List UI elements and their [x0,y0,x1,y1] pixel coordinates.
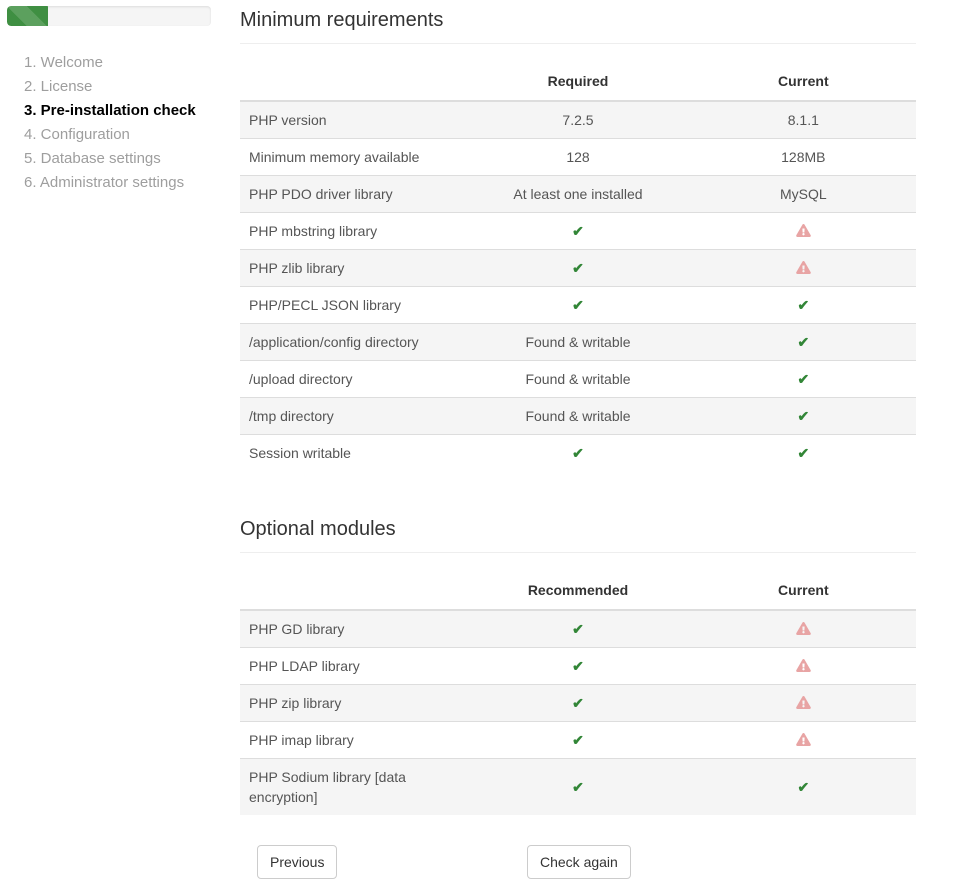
requirement-label: /tmp directory [240,398,465,435]
cell-value: 7.2.5 [562,112,594,128]
check-again-button[interactable]: Check again [527,845,631,879]
requirement-label: PHP/PECL JSON library [240,287,465,324]
cell-value: Found & writable [525,371,631,387]
cell-value: 128 [566,149,590,165]
required-cell [465,722,690,759]
table-row [240,213,916,250]
column-header [240,553,465,610]
cell-value: 8.1.1 [787,112,819,128]
check-icon: ✔ [572,260,584,276]
current-cell [691,139,916,176]
requirement-label: PHP mbstring library [240,213,465,250]
previous-button[interactable]: Previous [257,845,337,879]
table-row [240,610,916,648]
check-icon: ✔ [572,223,584,239]
warning-icon [796,261,811,274]
current-cell [691,176,916,213]
current-cell [691,398,916,435]
column-header [240,44,465,101]
check-icon: ✔ [797,297,810,313]
table-row [240,361,916,398]
warning-icon [796,622,811,635]
required-cell [465,324,690,361]
table-header-row [240,44,916,101]
required-cell [465,176,690,213]
warning-icon [796,224,811,237]
table-row [240,435,916,472]
current-cell [691,101,916,139]
step-item-5: 5. Database settings [24,150,161,167]
table-row [240,324,916,361]
installer-sidebar [7,6,211,195]
requirement-label: /upload directory [240,361,465,398]
table-header-row [240,553,916,610]
section-2 [240,515,916,815]
check-icon: ✔ [572,621,584,637]
check-icon: ✔ [572,658,584,674]
current-cell [691,361,916,398]
column-header: Current [691,44,916,101]
table-row [240,101,916,139]
required-cell [465,213,690,250]
requirement-label: PHP LDAP library [240,648,465,685]
cell-value: 128MB [781,149,826,165]
requirements-table [240,553,916,815]
requirement-label: PHP imap library [240,722,465,759]
table-row [240,287,916,324]
check-icon: ✔ [797,334,810,350]
warning-icon [796,659,811,672]
step-item-4: 4. Configuration [24,126,130,143]
check-icon: ✔ [797,371,810,387]
column-header: Current [691,553,916,610]
cell-value: Found & writable [525,334,631,350]
step-item-6: 6. Administrator settings [24,174,185,191]
current-cell [691,435,916,472]
requirement-label: PHP PDO driver library [240,176,465,213]
required-cell [465,648,690,685]
footer-buttons [240,845,916,885]
progress-bar [7,6,211,26]
current-cell [691,324,916,361]
required-cell [465,398,690,435]
requirement-label: PHP zip library [240,685,465,722]
requirement-label: PHP Sodium library [data encryption] [240,759,465,816]
step-item-1: 1. Welcome [24,54,103,71]
required-cell [465,685,690,722]
check-icon: ✔ [797,408,810,424]
check-icon: ✔ [572,779,584,795]
table-row [240,139,916,176]
step-item-3: 3. Pre-installation check [24,102,196,119]
table-row [240,176,916,213]
current-cell [691,685,916,722]
requirement-label: PHP version [240,101,465,139]
table-row [240,398,916,435]
requirements-table [240,44,916,471]
required-cell [465,610,690,648]
cell-value: At least one installed [513,186,643,202]
requirement-label: Minimum memory available [240,139,465,176]
column-header: Recommended [465,553,690,610]
cell-value: MySQL [779,186,827,202]
section-title: Optional modules [240,515,916,553]
required-cell [465,361,690,398]
current-cell [691,759,916,816]
current-cell [691,648,916,685]
requirement-label: /application/config directory [240,324,465,361]
required-cell [465,139,690,176]
section-1 [240,6,916,471]
current-cell [691,610,916,648]
current-cell [691,213,916,250]
required-cell [465,759,690,816]
current-cell [691,250,916,287]
required-cell [465,250,690,287]
sections [240,6,916,815]
table-row [240,685,916,722]
warning-icon [796,733,811,746]
section-title: Minimum requirements [240,6,916,44]
progress-bar-fill [7,6,48,26]
required-cell [465,435,690,472]
table-row [240,759,916,816]
required-cell [465,287,690,324]
cell-value: Found & writable [525,408,631,424]
column-header: Required [465,44,690,101]
step-list [7,51,211,195]
requirement-label: Session writable [240,435,465,472]
check-icon: ✔ [797,445,810,461]
check-icon: ✔ [572,297,584,313]
table-row [240,250,916,287]
table-row [240,648,916,685]
step-item-2: 2. License [24,78,93,95]
current-cell [691,287,916,324]
warning-icon [796,696,811,709]
requirement-label: PHP zlib library [240,250,465,287]
requirement-label: PHP GD library [240,610,465,648]
check-icon: ✔ [572,732,584,748]
check-icon: ✔ [572,695,584,711]
required-cell [465,101,690,139]
main-content [240,6,916,885]
check-icon: ✔ [797,779,810,795]
current-cell [691,722,916,759]
check-icon: ✔ [572,445,584,461]
table-row [240,722,916,759]
